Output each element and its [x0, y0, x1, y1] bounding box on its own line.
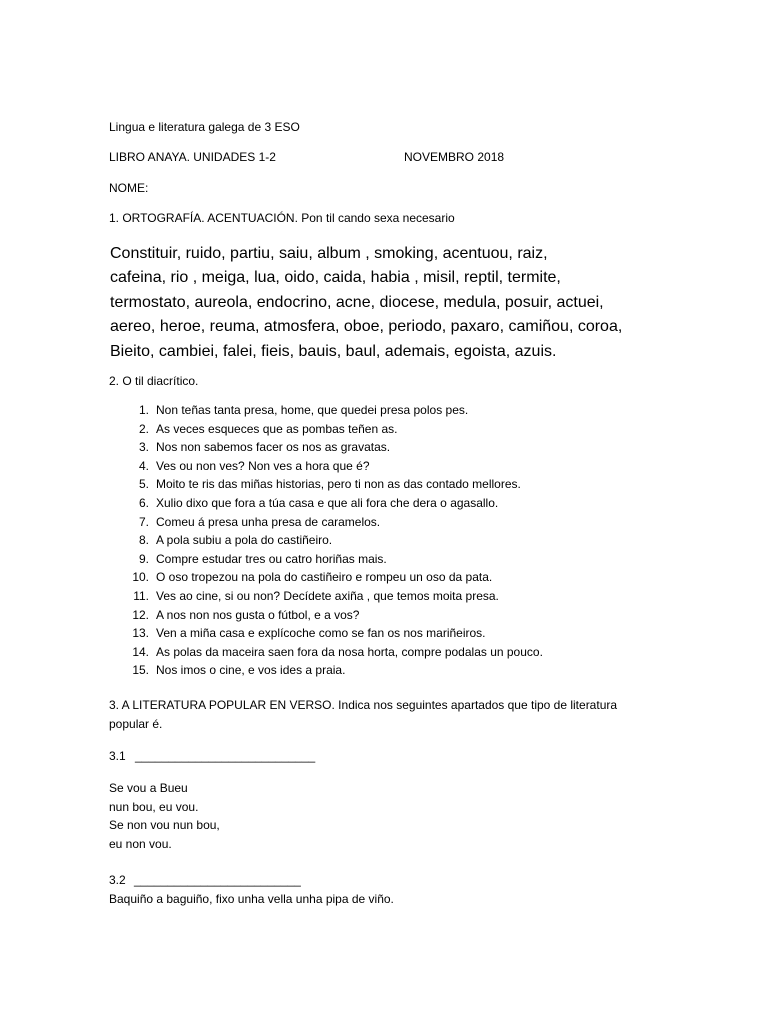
poem-line: Se non vou nun bou,	[109, 818, 220, 832]
item-number: 4.	[138, 458, 149, 473]
item-number: 7.	[138, 514, 149, 529]
poem-line: eu non vou.	[109, 836, 172, 851]
item-number: 10.	[132, 570, 149, 585]
date-label: NOVEMBRO 2018	[404, 150, 505, 164]
item-text: Non teñas tanta presa, home, que quedei presa polos pes.	[156, 403, 469, 417]
item-text: Xulio dixo que fora a túa casa e que ali fora che dera o agasallo.	[156, 495, 499, 510]
item-number: 12.	[132, 607, 149, 622]
saying-line: Baquiño a baguiño, fixo unha vella unha pipa de viño.	[109, 892, 394, 906]
item-text: Ven a miña casa e explícoche como se fan os nos mariñeiros.	[156, 626, 486, 641]
document-title: Lingua e literatura galega de 3 ESO	[109, 120, 300, 134]
book-line	[109, 150, 505, 164]
poem	[109, 779, 220, 853]
item-number: 15.	[132, 663, 149, 678]
answer-blank: ___________________________	[135, 749, 316, 763]
word-line: Constituir, ruido, partiu, saiu, album , smoking, acentuou, raiz,	[110, 245, 548, 262]
item-number: 3.	[138, 440, 149, 455]
item-number: 6.	[138, 495, 149, 510]
section1-heading: 1. ORTOGRAFÍA. ACENTUACIÓN. Pon til cando sexa necesario	[109, 211, 455, 225]
name-label: NOME:	[109, 181, 149, 195]
word-line: aereo, heroe, reuma, atmosfera, oboe, periodo, paxaro, camiñou, coroa,	[110, 318, 623, 336]
word-list	[110, 242, 622, 364]
answer-blank: _________________________	[134, 873, 301, 887]
subsection-label: 3.2	[109, 873, 126, 887]
item-number: 9.	[138, 551, 149, 566]
poem-line: Se vou a Bueu	[109, 781, 188, 795]
word-line: cafeina, rio , meiga, lua, oido, caida, habia , misil, reptil, termite,	[110, 269, 561, 287]
item-text: Ves ao cine, si ou non? Decídete axiña , que temos moita presa.	[156, 588, 499, 603]
word-line: Bieito, cambiei, falei, fieis, bauis, baul, ademais, egoista, azuis.	[110, 342, 557, 360]
item-number: 8.	[138, 533, 149, 548]
section3-heading: 3. A LITERATURA POPULAR EN VERSO. Indica nos seguintes apartados que tipo de literatura	[109, 698, 618, 712]
item-text: A pola subiu a pola do castiñeiro.	[156, 533, 333, 548]
item-text: Nos imos o cine, e vos ides a praia.	[156, 663, 346, 678]
subsection-label: 3.1	[109, 749, 126, 763]
item-text: O oso tropezou na pola do castiñeiro e rompeu un oso da pata.	[156, 570, 493, 585]
subsection-3-1	[109, 749, 316, 763]
item-text: A nos non nos gusta o fútbol, e a vos?	[156, 607, 360, 622]
item-number: 2.	[138, 421, 149, 436]
item-text: Ves ou non ves? Non ves a hora que é?	[156, 458, 370, 473]
item-text: As veces esqueces que as pombas teñen as.	[156, 421, 398, 436]
item-number: 5.	[138, 477, 149, 492]
word-line: termostato, aureola, endocrino, acne, diocese, medula, posuir, actuei,	[110, 293, 604, 311]
section3-heading-continued: popular é.	[109, 717, 163, 731]
item-number: 11.	[133, 588, 149, 603]
poem-line: nun bou, eu vou.	[109, 799, 199, 814]
item-number: 14.	[132, 644, 149, 659]
item-number: 13.	[132, 626, 149, 641]
item-text: Comeu á presa unha presa de caramelos.	[156, 514, 381, 529]
section2-heading: 2. O til diacrítico.	[109, 374, 199, 388]
item-text: Compre estudar tres ou catro horiñas mais.	[156, 551, 387, 566]
item-text: Moito te ris das miñas historias, pero ti non as das contado mellores.	[156, 477, 521, 492]
item-number: 1.	[138, 403, 149, 417]
book-label: LIBRO ANAYA. UNIDADES 1-2	[109, 150, 276, 164]
item-text: Nos non sabemos facer os nos as gravatas.	[156, 440, 391, 455]
item-text: As polas da maceira saen fora da nosa horta, compre podalas un pouco.	[156, 644, 543, 659]
subsection-3-2	[109, 873, 301, 887]
